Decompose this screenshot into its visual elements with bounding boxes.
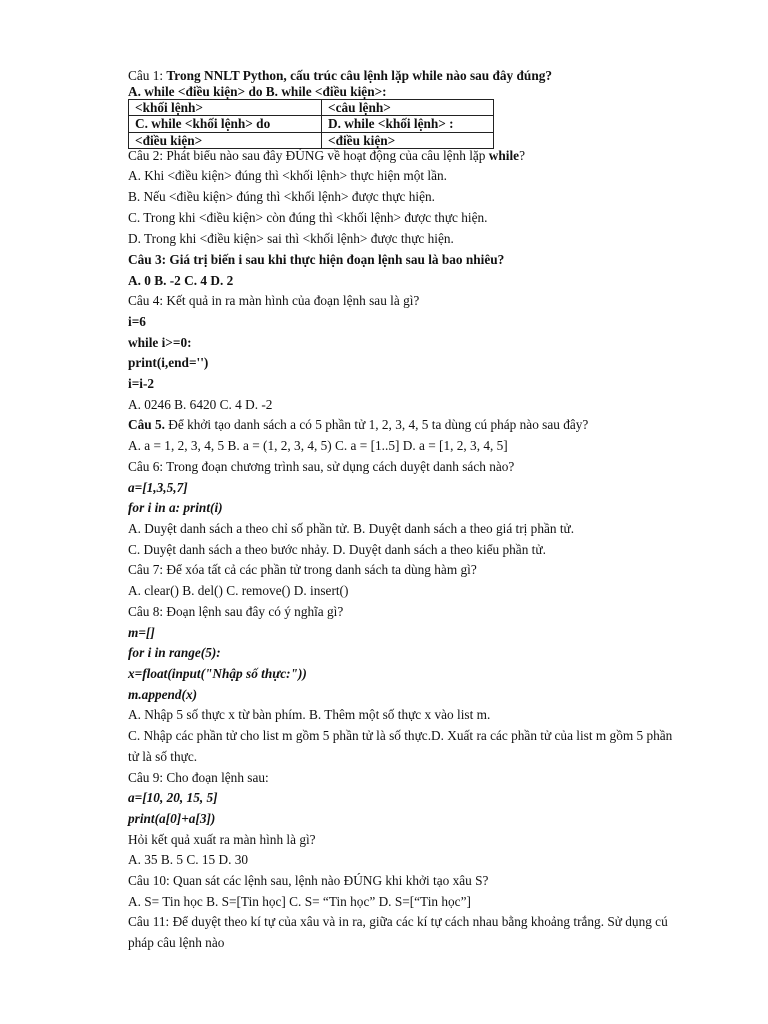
table-cell: <khối lệnh> (129, 100, 322, 116)
q8-option-cd-cont: tử là số thực. (128, 749, 198, 764)
q4-options: A. 0246 B. 6420 C. 4 D. -2 (128, 397, 273, 412)
q2-option-d: D. Trong khi <điều kiện> sai thì <khối lệnh> được thực hiện. (128, 231, 454, 246)
table-cell: D. while <khối lệnh> : (322, 116, 494, 132)
q11-line: pháp câu lệnh nào (128, 935, 225, 950)
q4-code-line: while i>=0: (128, 335, 192, 350)
q8-question: Câu 8: Đoạn lệnh sau đây có ý nghĩa gì? (128, 604, 344, 619)
table-cell: <điều kiện> (129, 132, 322, 148)
table-cell: <câu lệnh> (322, 100, 494, 116)
q5-line (128, 417, 588, 432)
q8-code-line: x=float(input("Nhập số thực:")) (128, 666, 307, 681)
q1-line (128, 68, 552, 83)
q5-options: A. a = 1, 2, 3, 4, 5 B. a = (1, 2, 3, 4, 5) C. a = [1..5] D. a = [1, 2, 3, 4, 5] (128, 438, 508, 453)
q6-option-cd: C. Duyệt danh sách a theo bước nhảy. D. Duyệt danh sách a theo kiểu phần tử. (128, 542, 546, 557)
table-cell: C. while <khối lệnh> do (129, 116, 322, 132)
q8-option-ab: A. Nhập 5 số thực x từ bàn phím. B. Thêm một số thực x vào list m. (128, 707, 491, 722)
table-row (129, 116, 494, 132)
q5-prefix: Câu 5. (128, 417, 165, 432)
table-row (129, 100, 494, 116)
q7-options: A. clear() B. del() C. remove() D. insert() (128, 583, 349, 598)
q9-options: A. 35 B. 5 C. 15 D. 30 (128, 852, 249, 867)
q1-prefix: Câu 1: (128, 68, 167, 83)
q3-question: Câu 3: Giá trị biến i sau khi thực hiện đoạn lệnh sau là bao nhiêu? (128, 252, 505, 267)
q6-code-line: for i in a: print(i) (128, 500, 223, 515)
q4-question: Câu 4: Kết quả in ra màn hình của đoạn lệnh sau là gì? (128, 293, 420, 308)
q4-code-line: print(i,end='') (128, 355, 209, 370)
q2-keyword: while (488, 148, 520, 163)
q2-option-c: C. Trong khi <điều kiện> còn đúng thì <khối lệnh> được thực hiện. (128, 210, 488, 225)
q3-options: A. 0 B. -2 C. 4 D. 2 (128, 273, 234, 288)
q9-question: Câu 9: Cho đoạn lệnh sau: (128, 770, 269, 785)
q8-code-line: for i in range(5): (128, 645, 221, 660)
q10-question: Câu 10: Quan sát các lệnh sau, lệnh nào ĐÚNG khi khởi tạo xâu S? (128, 873, 489, 888)
q9-code-line: a=[10, 20, 15, 5] (128, 790, 218, 805)
q2-line (128, 148, 525, 163)
q9-ask: Hỏi kết quả xuất ra màn hình là gì? (128, 832, 316, 847)
q2-option-b: B. Nếu <điều kiện> đúng thì <khối lệnh> được thực hiện. (128, 189, 435, 204)
q2-option-a: A. Khi <điều kiện> đúng thì <khối lệnh> thực hiện một lần. (128, 168, 447, 183)
q9-code-line: print(a[0]+a[3]) (128, 811, 216, 826)
q1-options-line: A. while <điều kiện> do B. while <điều kiện>: (128, 84, 387, 99)
q2-suffix: ? (519, 148, 525, 163)
q6-code-line: a=[1,3,5,7] (128, 480, 188, 495)
q5-question: Để khởi tạo danh sách a có 5 phần tử 1, 2, 3, 4, 5 ta dùng cú pháp nào sau đây? (164, 417, 589, 432)
table-cell: <điều kiện> (322, 132, 494, 148)
q11-line: Câu 11: Để duyệt theo kí tự của xâu và in ra, giữa các kí tự cách nhau bằng khoảng trắng. Sử dụng cú (128, 914, 668, 929)
q6-question: Câu 6: Trong đoạn chương trình sau, sử dụng cách duyệt danh sách nào? (128, 459, 515, 474)
q10-options: A. S= Tin học B. S=[Tin học] C. S= “Tin học” D. S=[“Tin học”] (128, 894, 471, 909)
q7-question: Câu 7: Để xóa tất cả các phần tử trong danh sách ta dùng hàm gì? (128, 562, 477, 577)
table-row (129, 132, 494, 148)
q8-code-line: m.append(x) (128, 687, 198, 702)
q2-prefix: Câu 2: Phát biểu nào sau đây ĐÚNG về hoạt động của câu lệnh lặp (128, 148, 489, 163)
q4-code-line: i=6 (128, 314, 146, 329)
q8-option-cd: C. Nhập các phần tử cho list m gồm 5 phần tử là số thực.D. Xuất ra các phần tử của list m gồm 5 phần (128, 728, 673, 743)
q8-code-line: m=[] (128, 625, 155, 640)
q1-question: Trong NNLT Python, cấu trúc câu lệnh lặp while nào sau đây đúng? (166, 68, 553, 83)
q1-options-table (128, 99, 494, 149)
q6-option-ab: A. Duyệt danh sách a theo chỉ số phần tử. B. Duyệt danh sách a theo giá trị phần tử. (128, 521, 575, 536)
q4-code-line: i=i-2 (128, 376, 155, 391)
